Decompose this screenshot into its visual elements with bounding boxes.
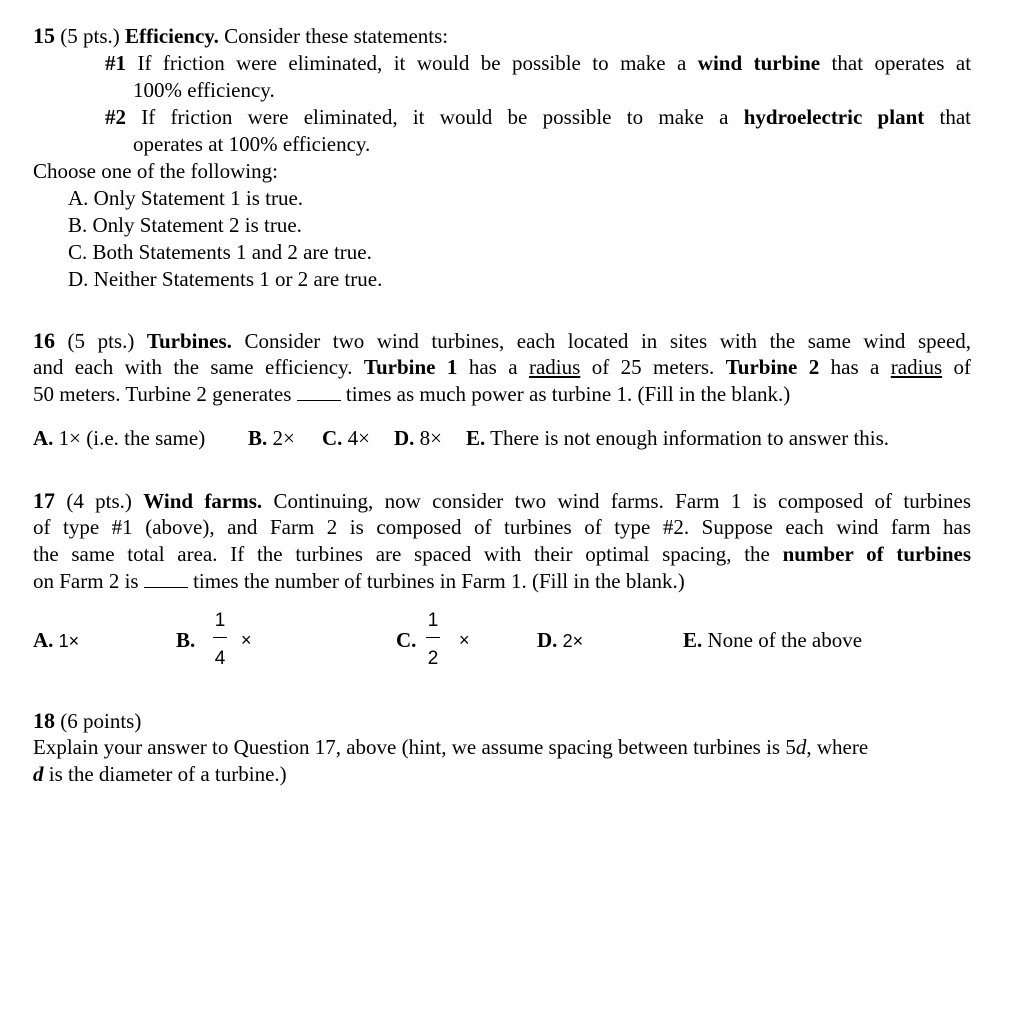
q15-statement-1-line-2: 100% efficiency. (133, 78, 275, 102)
q15-points: (5 pts.) (60, 24, 120, 48)
q16-number: 16 (33, 328, 55, 353)
q17-option-d: D. 2× (537, 628, 584, 652)
q17-option-c-denominator: 2 (427, 648, 439, 669)
q15-title: Efficiency. (125, 24, 219, 48)
q15-option-a: A. Only Statement 1 is true. (68, 186, 304, 210)
q17-number: 17 (33, 488, 55, 513)
q18-header (33, 707, 141, 735)
q17-title: Wind farms. (143, 489, 263, 513)
q18-number: 18 (33, 708, 55, 733)
q15-choose-prompt: Choose one of the following: (33, 159, 278, 183)
q17-line-2: of type #1 (above), and Farm 2 is composed of turbines of type #2. Suppose each wind farm has (33, 515, 971, 539)
q16-option-d: D. 8× (394, 426, 443, 450)
q18-points: (6 points) (60, 709, 142, 733)
q17-fill-blank (144, 569, 188, 588)
q16-line-2: and each with the same efficiency. Turbine 1 has a radius of 25 meters. Turbine 2 has a radius of (33, 355, 972, 379)
q15-option-c: C. Both Statements 1 and 2 are true. (68, 240, 372, 264)
q16-fill-blank (297, 382, 341, 401)
q17-option-a: A. 1× (33, 628, 80, 652)
q17-option-b-fraction-bar (213, 637, 227, 638)
q16-option-c: C. 4× (322, 426, 371, 450)
q17-option-b-denominator: 4 (214, 648, 226, 669)
q16-points: (5 pts.) (67, 329, 135, 353)
q15-statement-1-line-1: #1 If friction were eliminated, it would be possible to make a wind turbine that operates at (105, 51, 972, 75)
q17-option-c-fraction-bar (426, 637, 440, 638)
q17-option-c-numerator: 1 (427, 610, 439, 631)
q15-intro: Consider these statements: (224, 24, 449, 48)
q16-line-1: 16 (5 pts.) Turbines. Consider two wind turbines, each located in sites with the same wind speed, (33, 328, 972, 353)
q18-line-1: Explain your answer to Question 17, above (hint, we assume spacing between turbines is 5d, where (33, 735, 869, 759)
q17-line-1: 17 (4 pts.) Wind farms. Continuing, now consider two wind farms. Farm 1 is composed of turbines (33, 488, 972, 513)
q18-line-2: d is the diameter of a turbine.) (33, 762, 287, 786)
q15-statement-2-line-1: #2 If friction were eliminated, it would be possible to make a hydroelectric plant that (105, 105, 972, 129)
q16-line-3: 50 meters. Turbine 2 generates times as much power as turbine 1. (Fill in the blank.) (33, 382, 791, 406)
q16-option-e: E. There is not enough information to answer this. (466, 426, 890, 450)
q17-option-e: E. None of the above (683, 628, 863, 652)
q15-option-b: B. Only Statement 2 is true. (68, 213, 302, 237)
q16-title: Turbines. (146, 329, 232, 353)
q15-statement-2-line-2: operates at 100% efficiency. (133, 132, 371, 156)
q15-header (33, 22, 448, 50)
q15-number: 15 (33, 23, 55, 48)
q15-option-d: D. Neither Statements 1 or 2 are true. (68, 267, 383, 291)
q17-points: (4 pts.) (66, 489, 132, 513)
q17-line-3: the same total area. If the turbines are spaced with their optimal spacing, the number of turbines (33, 542, 972, 566)
q16-option-a: A. 1× (i.e. the same) (33, 426, 206, 450)
q17-line-4: on Farm 2 is times the number of turbines in Farm 1. (Fill in the blank.) (33, 569, 685, 593)
q16-option-b: B. 2× (248, 426, 295, 450)
q17-option-b-numerator: 1 (214, 610, 226, 631)
